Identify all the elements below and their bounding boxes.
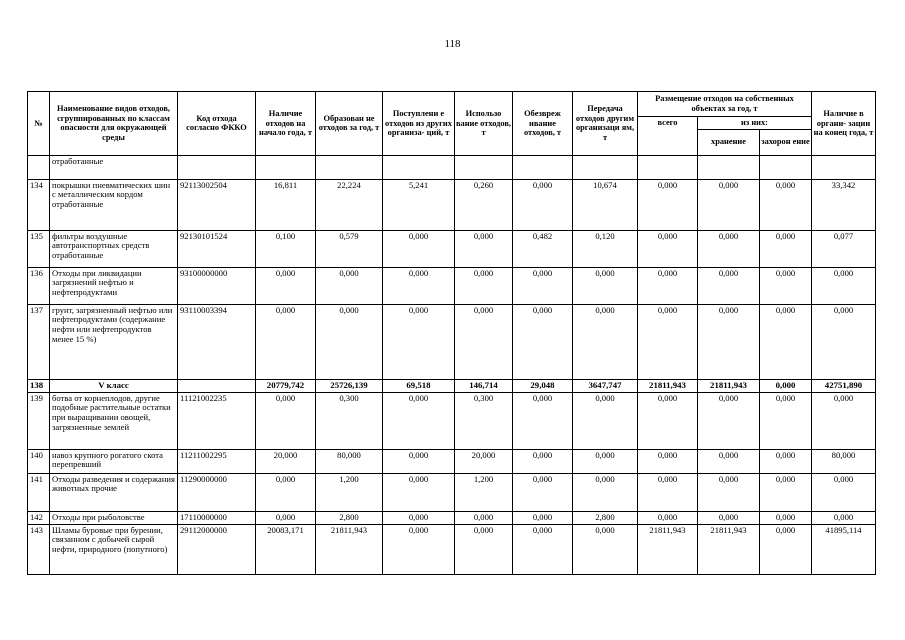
cell-code: 17110000000 <box>178 511 256 524</box>
cell-formed: 2,800 <box>316 511 383 524</box>
cell-used: 0,300 <box>455 392 513 449</box>
cell-storage: 0,000 <box>698 473 760 511</box>
cell-code: 11290000000 <box>178 473 256 511</box>
cell-total: 21811,943 <box>638 524 698 574</box>
cell-storage: 21811,943 <box>698 524 760 574</box>
table-row <box>28 304 876 379</box>
header-placement: Размещение отходов на собственных объектах за год, т <box>638 92 812 117</box>
cell-name: отработанные <box>50 155 178 179</box>
cell-total: 0,000 <box>638 449 698 473</box>
cell-n: 139 <box>28 392 50 449</box>
cell-storage: 0,000 <box>698 511 760 524</box>
cell-received: 0,000 <box>383 524 455 574</box>
header-formed: Образован не отходов за год, т <box>316 92 383 156</box>
cell-neutralized: 0,000 <box>513 392 573 449</box>
header-name: Наименование видов отходов, сгруппированных по классам опасности для окружающей среды <box>50 92 178 156</box>
cell-storage: 0,000 <box>698 267 760 304</box>
cell-code: 11211002295 <box>178 449 256 473</box>
cell-start: 20083,171 <box>256 524 316 574</box>
table-row <box>28 179 876 230</box>
cell-received: 0,000 <box>383 230 455 267</box>
cell-name: ботва от корнеплодов, другие подобные растительные остатки при выращивании овощей, загрязненные землей <box>50 392 178 449</box>
cell-received <box>383 155 455 179</box>
cell-name: грунт, загрязненный нефтью или нефтепродуктами (содержание нефти или нефтепродуктов менее 15 %) <box>50 304 178 379</box>
cell-transfer: 0,000 <box>573 392 638 449</box>
cell-storage: 0,000 <box>698 304 760 379</box>
header-neutralized: Обезвреж ивание отходов, т <box>513 92 573 156</box>
cell-transfer: 0,000 <box>573 449 638 473</box>
cell-burial: 0,000 <box>760 449 812 473</box>
cell-used: 1,200 <box>455 473 513 511</box>
cell-start: 0,000 <box>256 267 316 304</box>
cell-received: 0,000 <box>383 449 455 473</box>
cell-code: 93110003394 <box>178 304 256 379</box>
cell-end: 0,000 <box>812 304 876 379</box>
cell-received: 0,000 <box>383 511 455 524</box>
cell-start: 20,000 <box>256 449 316 473</box>
cell-start: 20779,742 <box>256 379 316 392</box>
cell-transfer: 0,000 <box>573 304 638 379</box>
cell-neutralized: 0,000 <box>513 179 573 230</box>
cell-burial: 0,000 <box>760 524 812 574</box>
cell-total <box>638 155 698 179</box>
cell-name: Шламы буровые при бурении, связанном с добычей сырой нефти, природного (попутного) <box>50 524 178 574</box>
cell-storage: 0,000 <box>698 449 760 473</box>
cell-burial: 0,000 <box>760 392 812 449</box>
cell-end <box>812 155 876 179</box>
cell-n: 142 <box>28 511 50 524</box>
cell-end: 33,342 <box>812 179 876 230</box>
cell-neutralized: 0,000 <box>513 304 573 379</box>
cell-neutralized: 29,048 <box>513 379 573 392</box>
cell-transfer: 0,120 <box>573 230 638 267</box>
cell-n <box>28 155 50 179</box>
header-end: Наличие в органи- зации на конец года, т <box>812 92 876 156</box>
cell-name: Отходы разведения и содержания животных прочие <box>50 473 178 511</box>
cell-storage: 0,000 <box>698 179 760 230</box>
cell-formed: 1,200 <box>316 473 383 511</box>
header-num: № <box>28 92 50 156</box>
cell-formed: 0,579 <box>316 230 383 267</box>
cell-neutralized: 0,000 <box>513 511 573 524</box>
cell-used <box>455 155 513 179</box>
cell-start: 0,000 <box>256 511 316 524</box>
cell-transfer: 2,800 <box>573 511 638 524</box>
cell-n: 135 <box>28 230 50 267</box>
cell-transfer: 0,000 <box>573 473 638 511</box>
cell-burial: 0,000 <box>760 379 812 392</box>
waste-table <box>27 91 876 575</box>
cell-n: 138 <box>28 379 50 392</box>
cell-used: 0,000 <box>455 304 513 379</box>
cell-storage <box>698 155 760 179</box>
cell-received: 0,000 <box>383 267 455 304</box>
cell-n: 140 <box>28 449 50 473</box>
cell-burial: 0,000 <box>760 473 812 511</box>
cell-formed: 80,000 <box>316 449 383 473</box>
table-row <box>28 392 876 449</box>
cell-name: V класс <box>50 379 178 392</box>
cell-code <box>178 155 256 179</box>
table-body <box>28 155 876 574</box>
cell-storage: 0,000 <box>698 392 760 449</box>
cell-received: 0,000 <box>383 473 455 511</box>
cell-storage: 0,000 <box>698 230 760 267</box>
cell-name: покрышки пневматических шин с металлическим кордом отработанные <box>50 179 178 230</box>
cell-neutralized: 0,482 <box>513 230 573 267</box>
cell-end: 0,000 <box>812 392 876 449</box>
cell-end: 42751,890 <box>812 379 876 392</box>
cell-code: 29112000000 <box>178 524 256 574</box>
cell-name: Отходы при рыболовстве <box>50 511 178 524</box>
header-used: Использо вание отходов, т <box>455 92 513 156</box>
header-of-them: из них: <box>698 117 812 130</box>
header-received: Поступлени е отходов из других организа- ций, т <box>383 92 455 156</box>
cell-code: 92113002504 <box>178 179 256 230</box>
cell-used: 0,000 <box>455 267 513 304</box>
header-code: Код отхода согласно ФККО <box>178 92 256 156</box>
cell-transfer <box>573 155 638 179</box>
table-row <box>28 267 876 304</box>
cell-formed: 0,000 <box>316 267 383 304</box>
table-row <box>28 379 876 392</box>
cell-start: 16,811 <box>256 179 316 230</box>
cell-used: 0,000 <box>455 230 513 267</box>
cell-start <box>256 155 316 179</box>
header-total: всего <box>638 117 698 156</box>
cell-neutralized: 0,000 <box>513 524 573 574</box>
cell-total: 0,000 <box>638 511 698 524</box>
cell-start: 0,000 <box>256 392 316 449</box>
cell-start: 0,000 <box>256 473 316 511</box>
cell-burial: 0,000 <box>760 304 812 379</box>
table-row <box>28 473 876 511</box>
cell-code: 11121002235 <box>178 392 256 449</box>
cell-formed: 0,000 <box>316 304 383 379</box>
cell-formed <box>316 155 383 179</box>
cell-end: 0,000 <box>812 511 876 524</box>
cell-formed: 25726,139 <box>316 379 383 392</box>
cell-end: 0,077 <box>812 230 876 267</box>
cell-burial: 0,000 <box>760 511 812 524</box>
table-row <box>28 230 876 267</box>
cell-neutralized: 0,000 <box>513 473 573 511</box>
cell-total: 0,000 <box>638 473 698 511</box>
table-row <box>28 511 876 524</box>
cell-used: 0,260 <box>455 179 513 230</box>
cell-burial: 0,000 <box>760 267 812 304</box>
cell-total: 0,000 <box>638 179 698 230</box>
cell-code <box>178 379 256 392</box>
cell-burial: 0,000 <box>760 179 812 230</box>
cell-burial <box>760 155 812 179</box>
cell-total: 0,000 <box>638 392 698 449</box>
cell-received: 69,518 <box>383 379 455 392</box>
cell-end: 80,000 <box>812 449 876 473</box>
cell-used: 146,714 <box>455 379 513 392</box>
cell-n: 136 <box>28 267 50 304</box>
cell-used: 0,000 <box>455 524 513 574</box>
cell-neutralized <box>513 155 573 179</box>
cell-neutralized: 0,000 <box>513 449 573 473</box>
cell-transfer: 0,000 <box>573 524 638 574</box>
cell-start: 0,100 <box>256 230 316 267</box>
cell-code: 92130101524 <box>178 230 256 267</box>
cell-formed: 21811,943 <box>316 524 383 574</box>
header-storage: хранение <box>698 129 760 155</box>
cell-n: 143 <box>28 524 50 574</box>
table-row <box>28 524 876 574</box>
cell-n: 137 <box>28 304 50 379</box>
table-row <box>28 449 876 473</box>
cell-end: 41895,114 <box>812 524 876 574</box>
cell-name: Отходы при ликвидации загрязнений нефтью и нефтепродуктами <box>50 267 178 304</box>
header-burial: захорон ение <box>760 129 812 155</box>
cell-total: 0,000 <box>638 230 698 267</box>
page-number: 118 <box>444 38 461 50</box>
cell-end: 0,000 <box>812 473 876 511</box>
cell-n: 134 <box>28 179 50 230</box>
cell-n: 141 <box>28 473 50 511</box>
cell-neutralized: 0,000 <box>513 267 573 304</box>
cell-received: 0,000 <box>383 392 455 449</box>
cell-burial: 0,000 <box>760 230 812 267</box>
cell-used: 0,000 <box>455 511 513 524</box>
cell-end: 0,000 <box>812 267 876 304</box>
cell-total: 0,000 <box>638 267 698 304</box>
cell-transfer: 0,000 <box>573 267 638 304</box>
cell-name: фильтры воздушные автотранспортных средств отработанные <box>50 230 178 267</box>
header-transfer: Передача отходов другим организаци ям, т <box>573 92 638 156</box>
cell-formed: 0,300 <box>316 392 383 449</box>
cell-total: 21811,943 <box>638 379 698 392</box>
table-row <box>28 155 876 179</box>
header-start: Наличие отходов на начало года, т <box>256 92 316 156</box>
cell-total: 0,000 <box>638 304 698 379</box>
cell-formed: 22,224 <box>316 179 383 230</box>
cell-start: 0,000 <box>256 304 316 379</box>
cell-code: 93100000000 <box>178 267 256 304</box>
cell-name: навоз крупного рогатого скота перепревший <box>50 449 178 473</box>
cell-used: 20,000 <box>455 449 513 473</box>
cell-transfer: 3647,747 <box>573 379 638 392</box>
cell-received: 0,000 <box>383 304 455 379</box>
cell-transfer: 10,674 <box>573 179 638 230</box>
cell-received: 5,241 <box>383 179 455 230</box>
cell-storage: 21811,943 <box>698 379 760 392</box>
